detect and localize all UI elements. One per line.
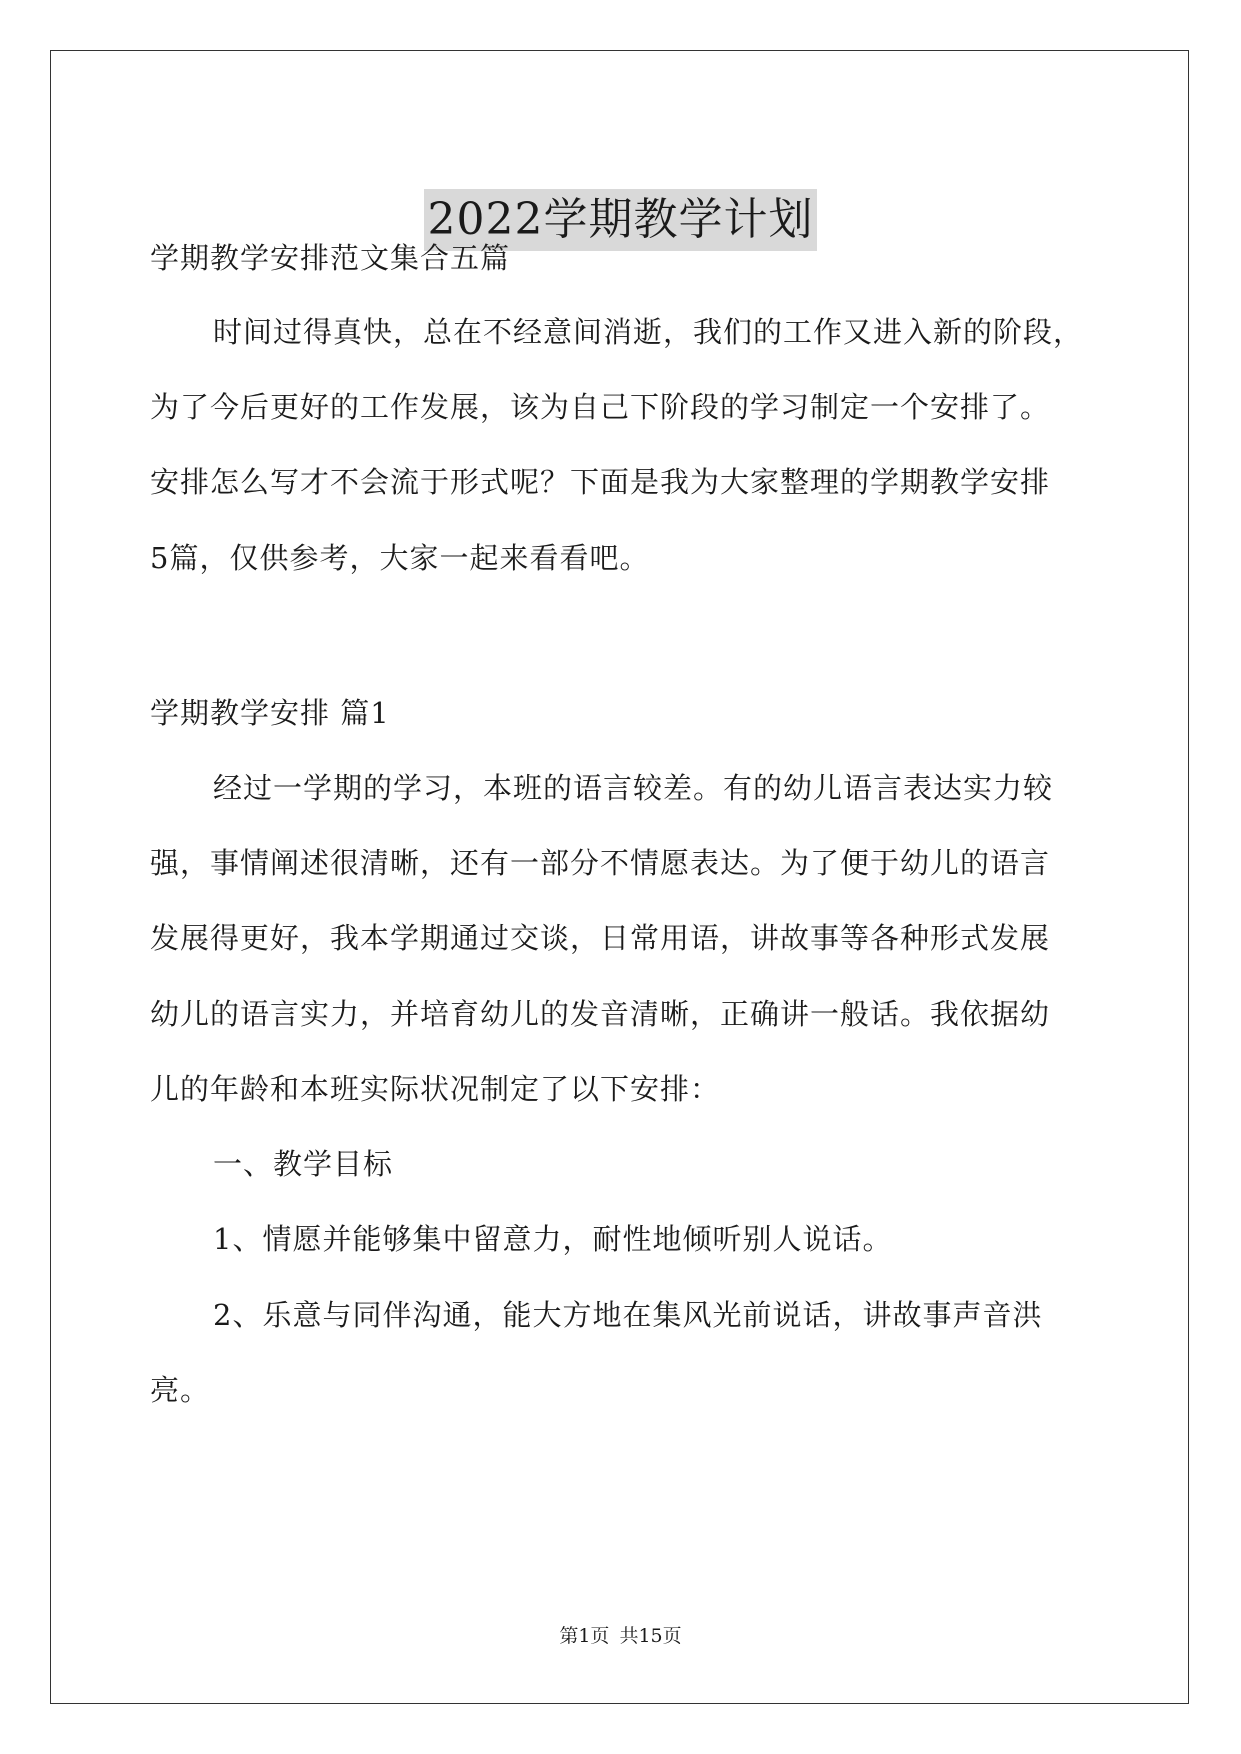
page-footer — [0, 1624, 1241, 1648]
goal-heading: 一、教学目标 — [213, 1147, 394, 1181]
goal-item: 1、情愿并能够集中留意力，耐性地倾听别人说话。 — [213, 1222, 893, 1256]
section-heading: 学期教学安排 篇1 — [150, 696, 390, 730]
page-total: 共15页 — [619, 1625, 682, 1647]
body-line: 强，事情阐述很清晰，还有一部分不情愿表达。为了便于幼儿的语言 — [150, 846, 1051, 880]
page-number: 第1页 — [559, 1625, 610, 1647]
body-line: 儿的年龄和本班实际状况制定了以下安排： — [150, 1072, 721, 1106]
intro-line: 为了今后更好的工作发展，该为自己下阶段的学习制定一个安排了。 — [150, 390, 1051, 424]
intro-line: 5篇，仅供参考，大家一起来看看吧。 — [150, 541, 650, 575]
goal-item-continuation: 亮。 — [150, 1373, 211, 1407]
intro-line: 安排怎么写才不会流于形式呢？下面是我为大家整理的学期教学安排 — [150, 465, 1051, 499]
intro-line: 时间过得真快，总在不经意间消逝，我们的工作又进入新的阶段， — [213, 315, 1084, 349]
document-title: 2022学期教学计划 — [424, 189, 818, 251]
document-subtitle: 学期教学安排范文集合五篇 — [150, 241, 511, 275]
body-line: 发展得更好，我本学期通过交谈，日常用语，讲故事等各种形式发展 — [150, 921, 1051, 955]
body-line: 经过一学期的学习，本班的语言较差。有的幼儿语言表达实力较 — [213, 771, 1054, 805]
body-line: 幼儿的语言实力，并培育幼儿的发音清晰，正确讲一般话。我依据幼 — [150, 997, 1051, 1031]
goal-item: 2、乐意与同伴沟通，能大方地在集风光前说话，讲故事声音洪 — [213, 1298, 1043, 1332]
